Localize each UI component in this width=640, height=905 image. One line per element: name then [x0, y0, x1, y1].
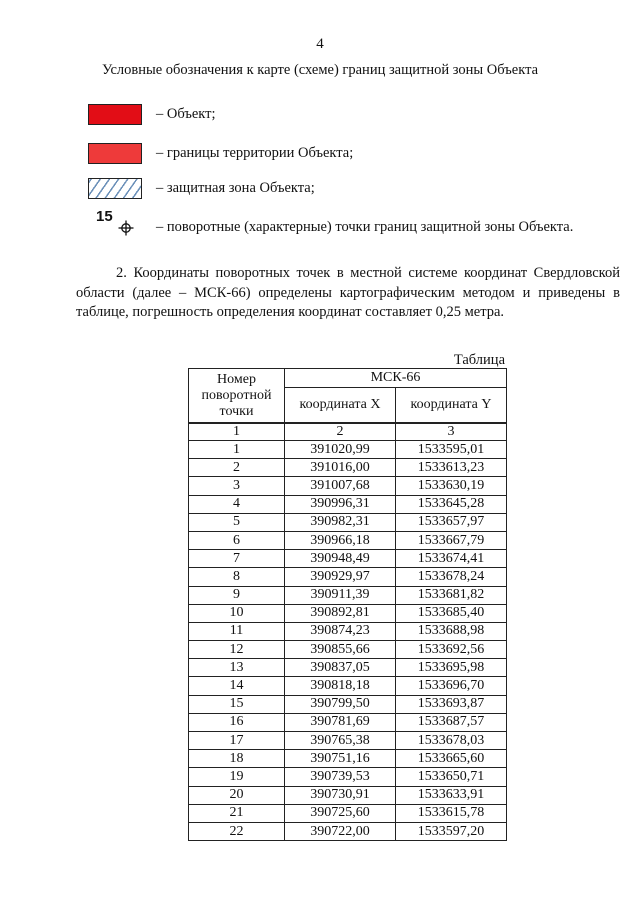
table-row — [189, 822, 507, 840]
y-coordinate-cell: 1533695,98 — [396, 659, 507, 677]
x-coordinate-cell: 390982,31 — [285, 513, 396, 531]
y-coordinate-cell: 1533688,98 — [396, 622, 507, 640]
x-coordinate-cell: 390892,81 — [285, 604, 396, 622]
y-coordinate-cell: 1533687,57 — [396, 713, 507, 731]
legend-item-boundary — [88, 140, 353, 166]
legend-label-point: – поворотные (характерные) точки границ защитной зоны Объекта. — [156, 218, 574, 235]
x-coordinate-cell: 390765,38 — [285, 732, 396, 750]
table-body — [189, 441, 507, 841]
point-marker-number: 15 — [96, 208, 113, 225]
y-coordinate-cell: 1533667,79 — [396, 531, 507, 549]
x-coordinate-cell: 390855,66 — [285, 641, 396, 659]
table-row — [189, 495, 507, 513]
y-coordinate-cell: 1533696,70 — [396, 677, 507, 695]
point-number-cell: 9 — [189, 586, 285, 604]
y-coordinate-cell: 1533665,60 — [396, 750, 507, 768]
table-row — [189, 804, 507, 822]
header-y: координата Y — [396, 388, 507, 424]
x-coordinate-cell: 390996,31 — [285, 495, 396, 513]
legend-title: Условные обозначения к карте (схеме) границ защитной зоны Объекта — [101, 62, 539, 78]
x-coordinate-cell: 390911,39 — [285, 586, 396, 604]
x-coordinate-cell: 391007,68 — [285, 477, 396, 495]
x-coordinate-cell: 390799,50 — [285, 695, 396, 713]
y-coordinate-cell: 1533650,71 — [396, 768, 507, 786]
table-row — [189, 513, 507, 531]
point-number-cell: 8 — [189, 568, 285, 586]
point-number-cell: 12 — [189, 641, 285, 659]
x-coordinate-cell: 390966,18 — [285, 531, 396, 549]
page-number: 4 — [316, 36, 324, 52]
point-number-cell: 10 — [189, 604, 285, 622]
x-coordinate-cell: 390725,60 — [285, 804, 396, 822]
y-coordinate-cell: 1533633,91 — [396, 786, 507, 804]
table-row — [189, 677, 507, 695]
x-coordinate-cell: 390751,16 — [285, 750, 396, 768]
table-row — [189, 732, 507, 750]
column-index-3: 3 — [396, 423, 507, 441]
table-caption: Таблица — [453, 352, 505, 368]
header-system: МСК-66 — [285, 369, 507, 388]
x-coordinate-cell: 390929,97 — [285, 568, 396, 586]
x-coordinate-cell: 390739,53 — [285, 768, 396, 786]
point-number-cell: 16 — [189, 713, 285, 731]
y-coordinate-cell: 1533681,82 — [396, 586, 507, 604]
legend-item-zone — [88, 175, 315, 201]
x-coordinate-cell: 391020,99 — [285, 441, 396, 459]
x-coordinate-cell: 390818,18 — [285, 677, 396, 695]
legend-item-point — [88, 208, 574, 240]
y-coordinate-cell: 1533613,23 — [396, 459, 507, 477]
point-number-cell: 11 — [189, 622, 285, 640]
column-index-1: 1 — [189, 423, 285, 441]
x-coordinate-cell: 390874,23 — [285, 622, 396, 640]
table-row — [189, 713, 507, 731]
point-number-cell: 2 — [189, 459, 285, 477]
x-coordinate-cell: 390837,05 — [285, 659, 396, 677]
header-point-number: Номер поворотной точки — [189, 369, 285, 424]
y-coordinate-cell: 1533595,01 — [396, 441, 507, 459]
crosshair-icon — [118, 220, 134, 236]
paragraph-text: 2. Координаты поворотных точек в местной системе координат Свердловской области (далее – МСК-66) определены картографическим методом и приведены в таблице, погрешность определения координат составляет 0,25 метра. — [76, 265, 620, 320]
table-row — [189, 622, 507, 640]
hatch-swatch — [88, 178, 142, 199]
y-coordinate-cell: 1533674,41 — [396, 550, 507, 568]
x-coordinate-cell: 391016,00 — [285, 459, 396, 477]
table-row — [189, 459, 507, 477]
table-row — [189, 659, 507, 677]
object-swatch — [88, 104, 142, 125]
column-index-2: 2 — [285, 423, 396, 441]
y-coordinate-cell: 1533693,87 — [396, 695, 507, 713]
legend-label-zone: – защитная зона Объекта; — [156, 179, 315, 196]
point-number-cell: 18 — [189, 750, 285, 768]
table-row — [189, 641, 507, 659]
point-number-cell: 22 — [189, 822, 285, 840]
y-coordinate-cell: 1533615,78 — [396, 804, 507, 822]
table-row — [189, 568, 507, 586]
point-number-cell: 13 — [189, 659, 285, 677]
table-row — [189, 586, 507, 604]
boundary-swatch — [88, 143, 142, 164]
coordinates-paragraph — [76, 264, 620, 323]
point-number-cell: 4 — [189, 495, 285, 513]
table-row — [189, 604, 507, 622]
table-row — [189, 441, 507, 459]
point-number-cell: 19 — [189, 768, 285, 786]
y-coordinate-cell: 1533678,03 — [396, 732, 507, 750]
table-row — [189, 695, 507, 713]
y-coordinate-cell: 1533685,40 — [396, 604, 507, 622]
y-coordinate-cell: 1533692,56 — [396, 641, 507, 659]
point-number-cell: 21 — [189, 804, 285, 822]
table-row — [189, 550, 507, 568]
point-number-cell: 7 — [189, 550, 285, 568]
y-coordinate-cell: 1533657,97 — [396, 513, 507, 531]
table-row — [189, 750, 507, 768]
point-number-cell: 6 — [189, 531, 285, 549]
table-row — [189, 768, 507, 786]
legend-label-boundary: – границы территории Объекта; — [156, 144, 354, 161]
header-x: координата X — [285, 388, 396, 424]
point-number-cell: 20 — [189, 786, 285, 804]
point-number-cell: 3 — [189, 477, 285, 495]
table-row — [189, 477, 507, 495]
table-row — [189, 786, 507, 804]
point-number-cell: 5 — [189, 513, 285, 531]
y-coordinate-cell: 1533678,24 — [396, 568, 507, 586]
point-number-cell: 17 — [189, 732, 285, 750]
x-coordinate-cell: 390722,00 — [285, 822, 396, 840]
y-coordinate-cell: 1533597,20 — [396, 822, 507, 840]
y-coordinate-cell: 1533630,19 — [396, 477, 507, 495]
point-marker-symbol — [88, 208, 142, 240]
coordinates-table — [188, 368, 507, 841]
point-number-cell: 15 — [189, 695, 285, 713]
legend-item-object — [88, 101, 216, 127]
x-coordinate-cell: 390948,49 — [285, 550, 396, 568]
legend-label-object: – Объект; — [156, 105, 216, 122]
table-row — [189, 531, 507, 549]
x-coordinate-cell: 390781,69 — [285, 713, 396, 731]
point-number-cell: 1 — [189, 441, 285, 459]
x-coordinate-cell: 390730,91 — [285, 786, 396, 804]
y-coordinate-cell: 1533645,28 — [396, 495, 507, 513]
point-number-cell: 14 — [189, 677, 285, 695]
